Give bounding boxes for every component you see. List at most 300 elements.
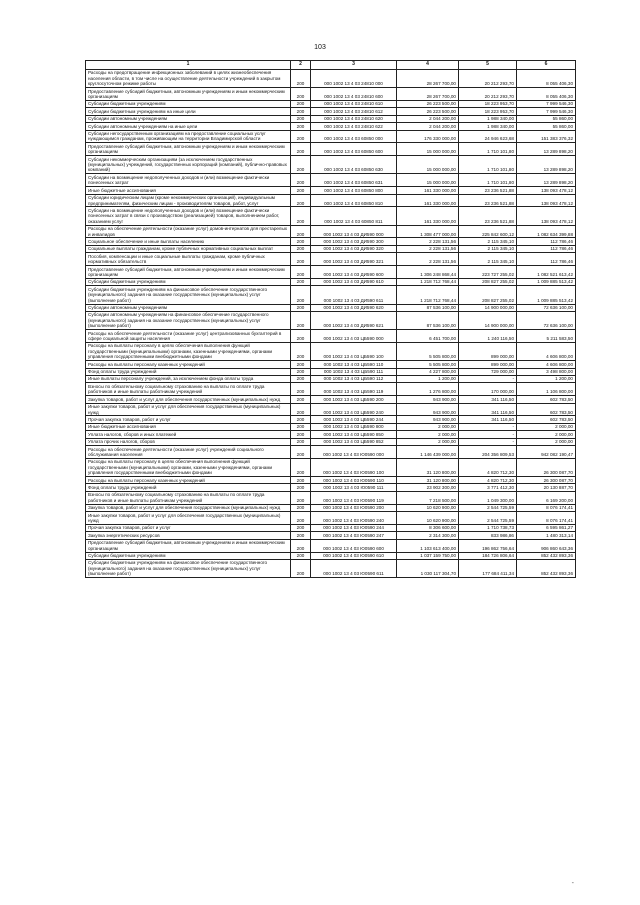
remaining-amount: 942 082 190,47 — [517, 446, 576, 459]
row-code: 200 — [291, 446, 311, 459]
table-row — [86, 311, 576, 329]
row-name: Субсидии автономным учреждениям на иные цели — [86, 123, 291, 130]
executed-amount: 899 000,00 — [459, 342, 517, 360]
row-code: 200 — [291, 375, 311, 382]
row-classification: 000 1002 13 4 03 Ю0590 600 — [311, 539, 397, 552]
table-row — [86, 403, 576, 416]
row-name: Субсидии на возмещение недополученных доходов и (или) возмещение фактически понесенных затрат в связи с производством (реализацией) товаров, выполнением работ, оказанием услуг — [86, 207, 291, 225]
executed-amount: 196 862 756,64 — [459, 539, 517, 552]
row-code: 200 — [291, 484, 311, 491]
column-header: 4 — [397, 61, 459, 70]
executed-amount: 208 827 255,02 — [459, 286, 517, 304]
remaining-amount: 602 783,50 — [517, 403, 576, 416]
approved-amount: 1 037 159 750,00 — [397, 552, 459, 559]
row-name: Субсидии автономным учреждениям на финансовое обеспечение государственного (муниципального) задания на оказание государственных (муниципальных) услуг (выполнение работ) — [86, 311, 291, 329]
row-code: 200 — [291, 187, 311, 194]
column-header: 2 — [291, 61, 311, 70]
executed-amount: 223 727 255,02 — [459, 266, 517, 279]
table-row — [86, 304, 576, 311]
row-code: 200 — [291, 524, 311, 531]
table-row — [86, 446, 576, 459]
approved-amount: 87 536 100,00 — [397, 304, 459, 311]
remaining-amount: 8 055 406,30 — [517, 69, 576, 87]
remaining-amount: 5 211 583,50 — [517, 330, 576, 343]
row-code: 200 — [291, 174, 311, 187]
executed-amount: 23 236 521,88 — [459, 187, 517, 194]
row-name: Расходы на обеспечение деятельности (оказание услуг) учреждений социального обслуживания населения — [86, 446, 291, 459]
approved-amount: 31 120 800,00 — [397, 458, 459, 476]
table-row — [86, 245, 576, 252]
table-row — [86, 438, 576, 445]
executed-amount: 2 115 345,10 — [459, 253, 517, 266]
row-classification: 000 1002 13 4 03 60850 630 — [311, 156, 397, 174]
approved-amount: 1 103 613 400,00 — [397, 539, 459, 552]
table-row — [86, 423, 576, 430]
table-row — [86, 225, 576, 238]
row-name: Иные выплаты персоналу учреждений, за исключением фонда оплаты труда — [86, 375, 291, 382]
row-name: Субсидии бюджетным учреждениям — [86, 100, 291, 107]
remaining-amount: 7 999 546,30 — [517, 108, 576, 115]
row-code: 200 — [291, 123, 311, 130]
executed-amount: 729 000,00 — [459, 368, 517, 375]
row-code: 200 — [291, 361, 311, 368]
approved-amount: 1 030 117 304,70 — [397, 559, 459, 577]
row-code: 200 — [291, 504, 311, 511]
row-name: Субсидии некоммерческим организациям (за исключением государственных (муниципальных) учреждений, государственных корпораций (компаний), публично-правовых компаний) — [86, 156, 291, 174]
remaining-amount: 1 106 800,00 — [517, 383, 576, 396]
row-name: Расходы на выплаты персоналу казенных учреждений — [86, 477, 291, 484]
executed-amount: 341 116,50 — [459, 396, 517, 403]
table-row — [86, 532, 576, 539]
row-name: Расходы на предотвращение инфекционных заболеваний в целях жизнеобеспечения населения области, в том числе на осуществление деятельности учреждений в закрытом круглосуточном режиме работы — [86, 69, 291, 87]
row-name: Закупка товаров, работ и услуг для обеспечения государственных (муниципальных) нужд — [86, 396, 291, 403]
approved-amount: 10 620 900,00 — [397, 512, 459, 525]
remaining-amount: 8 076 174,41 — [517, 504, 576, 511]
executed-amount: 204 356 809,53 — [459, 446, 517, 459]
approved-amount: 943 900,00 — [397, 416, 459, 423]
executed-amount: 14 900 000,00 — [459, 304, 517, 311]
row-classification: 000 1002 13 4 03 ДИ590 000 — [311, 225, 397, 238]
row-name: Субсидии бюджетным учреждениям на финансовое обеспечение государственного (муниципального) задания на оказание государственных (муниципальных) услуг (выполнение работ) — [86, 286, 291, 304]
budget-table — [85, 60, 576, 578]
row-name: Уплата прочих налогов, сборов — [86, 438, 291, 445]
remaining-amount: 1 082 521 613,42 — [517, 266, 576, 279]
page-number: 103 — [314, 44, 326, 51]
row-classification: 000 1002 13 4 03 ЦБ590 111 — [311, 368, 397, 375]
table-row — [86, 416, 576, 423]
executed-amount: 24 946 623,68 — [459, 130, 517, 143]
row-classification: 000 1002 13 4 03 ДИ590 620 — [311, 304, 397, 311]
executed-amount: 1 049 300,00 — [459, 491, 517, 504]
remaining-amount: 3 498 800,00 — [517, 368, 576, 375]
approved-amount: 943 900,00 — [397, 396, 459, 403]
remaining-amount: 55 860,00 — [517, 115, 576, 122]
table-row — [86, 108, 576, 115]
remaining-amount: 1 009 885 513,42 — [517, 278, 576, 285]
row-code: 200 — [291, 286, 311, 304]
executed-amount: 3 771 412,30 — [459, 484, 517, 491]
table-row — [86, 361, 576, 368]
row-name: Фонд оплаты труда учреждений — [86, 484, 291, 491]
remaining-amount: 55 860,00 — [517, 123, 576, 130]
remaining-amount: 13 289 898,20 — [517, 156, 576, 174]
executed-amount: - — [459, 375, 517, 382]
table-row — [86, 123, 576, 130]
row-name: Иные бюджетные ассигнования — [86, 187, 291, 194]
approved-amount: 1 308 477 000,00 — [397, 225, 459, 238]
remaining-amount: 6 595 861,27 — [517, 524, 576, 531]
remaining-amount: 138 093 478,12 — [517, 207, 576, 225]
executed-amount: 1 710 738,73 — [459, 524, 517, 531]
row-code: 200 — [291, 396, 311, 403]
remaining-amount: 8 055 406,30 — [517, 88, 576, 101]
approved-amount: 87 536 100,00 — [397, 311, 459, 329]
approved-amount: 8 306 600,00 — [397, 524, 459, 531]
table-row — [86, 504, 576, 511]
table-row — [86, 552, 576, 559]
row-name: Субсидии автономным учреждениям — [86, 115, 291, 122]
executed-amount: - — [459, 423, 517, 430]
row-code: 200 — [291, 278, 311, 285]
table-row — [86, 174, 576, 187]
row-name: Иные закупки товаров, работ и услуг для обеспечения государственных (муниципальных) нужд — [86, 403, 291, 416]
row-code: 200 — [291, 431, 311, 438]
approved-amount: 176 330 000,00 — [397, 130, 459, 143]
table-row — [86, 194, 576, 207]
remaining-amount: 4 606 800,00 — [517, 342, 576, 360]
row-classification: 000 1002 13 4 03 ЦБ590 110 — [311, 361, 397, 368]
executed-amount: 14 900 000,00 — [459, 311, 517, 329]
executed-amount: 1 710 101,80 — [459, 156, 517, 174]
row-code: 200 — [291, 266, 311, 279]
table-row — [86, 491, 576, 504]
row-code: 200 — [291, 143, 311, 156]
row-classification: 000 1002 13 4 03 Ю0590 247 — [311, 532, 397, 539]
approved-amount: 161 330 000,00 — [397, 187, 459, 194]
remaining-amount: 151 383 376,32 — [517, 130, 576, 143]
executed-amount: 833 986,86 — [459, 532, 517, 539]
approved-amount: 2 228 131,56 — [397, 238, 459, 245]
table-row — [86, 330, 576, 343]
executed-amount: 341 116,50 — [459, 403, 517, 416]
approved-amount: 1 276 800,00 — [397, 383, 459, 396]
row-code: 200 — [291, 115, 311, 122]
executed-amount: 18 223 953,70 — [459, 108, 517, 115]
row-code: 200 — [291, 512, 311, 525]
row-code: 200 — [291, 225, 311, 238]
row-code: 200 — [291, 539, 311, 552]
row-classification: 000 1002 13 4 03 24810 610 — [311, 100, 397, 107]
table-row — [86, 477, 576, 484]
table-row — [86, 253, 576, 266]
row-name: Расходы на обеспечение деятельности (оказание услуг) домов-интернатов для престарелых и инвалидов — [86, 225, 291, 238]
row-classification: 000 1002 13 4 03 24810 612 — [311, 108, 397, 115]
approved-amount: 26 223 500,00 — [397, 108, 459, 115]
row-name: Прочая закупка товаров, работ и услуг — [86, 416, 291, 423]
approved-amount: 2 044 200,00 — [397, 123, 459, 130]
table-row — [86, 69, 576, 87]
remaining-amount: 72 636 100,00 — [517, 304, 576, 311]
row-code: 200 — [291, 207, 311, 225]
table-row — [86, 266, 576, 279]
approved-amount: 10 620 900,00 — [397, 504, 459, 511]
row-code: 200 — [291, 108, 311, 115]
remaining-amount: 26 300 087,70 — [517, 458, 576, 476]
table-row — [86, 115, 576, 122]
table-row — [86, 187, 576, 194]
remaining-amount: 112 786,46 — [517, 253, 576, 266]
row-name: Субсидии негосударственным организациям на предоставление социальных услуг нуждающимся гражданам, проживающим на территории Владимирской области — [86, 130, 291, 143]
executed-amount: 1 710 101,80 — [459, 143, 517, 156]
executed-amount: 20 212 293,70 — [459, 69, 517, 87]
executed-amount: 170 000,00 — [459, 383, 517, 396]
approved-amount: 15 000 000,00 — [397, 174, 459, 187]
row-name: Расходы на обеспечение деятельности (оказание услуг) централизованных бухгалтерий в сфере социальной защиты населения — [86, 330, 291, 343]
row-code: 200 — [291, 245, 311, 252]
row-code: 200 — [291, 156, 311, 174]
row-name: Уплата налогов, сборов и иных платежей — [86, 431, 291, 438]
executed-amount: 1 988 340,00 — [459, 123, 517, 130]
row-code: 200 — [291, 532, 311, 539]
approved-amount: 15 000 000,00 — [397, 156, 459, 174]
table-row — [86, 559, 576, 577]
approved-amount: 4 227 800,00 — [397, 368, 459, 375]
row-classification: 000 1002 13 4 03 Ю0590 200 — [311, 504, 397, 511]
approved-amount: 1 200,00 — [397, 375, 459, 382]
row-name: Расходы на выплаты персоналу в целях обеспечения выполнения функций государственными (муниципальными) органами, казенными учреждениями, органами управления государственными внебюджетными фондами — [86, 342, 291, 360]
row-classification: 000 1002 13 4 03 Ю0590 610 — [311, 552, 397, 559]
executed-amount: 1 988 340,00 — [459, 115, 517, 122]
executed-amount: - — [459, 438, 517, 445]
row-classification: 000 1002 13 4 03 Ю0590 119 — [311, 491, 397, 504]
row-classification: 000 1002 13 4 03 60850 000 — [311, 130, 397, 143]
table-row — [86, 524, 576, 531]
approved-amount: 2 000,00 — [397, 431, 459, 438]
executed-amount: 20 212 293,70 — [459, 88, 517, 101]
row-name: Расходы на выплаты персоналу казенных учреждений — [86, 361, 291, 368]
row-name: Прочая закупка товаров, работ и услуг — [86, 524, 291, 531]
approved-amount: 2 228 131,56 — [397, 253, 459, 266]
row-classification: 000 1002 13 4 03 24810 622 — [311, 123, 397, 130]
column-header: 1 — [86, 61, 291, 70]
executed-amount: 18 223 953,70 — [459, 100, 517, 107]
row-classification: 000 1002 13 4 03 ДИ590 611 — [311, 286, 397, 304]
remaining-amount: 72 636 100,00 — [517, 311, 576, 329]
table-row — [86, 100, 576, 107]
table-row — [86, 342, 576, 360]
remaining-amount: 112 786,46 — [517, 238, 576, 245]
row-code: 200 — [291, 458, 311, 476]
column-header: 5 — [459, 61, 517, 70]
row-code: 200 — [291, 477, 311, 484]
row-code: 200 — [291, 552, 311, 559]
approved-amount: 6 451 700,00 — [397, 330, 459, 343]
row-classification: 000 1002 13 4 03 ЦБ590 800 — [311, 423, 397, 430]
approved-amount: 161 330 000,00 — [397, 194, 459, 207]
table-row — [86, 88, 576, 101]
row-classification: 000 1002 13 4 03 Ю0590 240 — [311, 512, 397, 525]
approved-amount: 1 306 248 868,44 — [397, 266, 459, 279]
approved-amount: 2 000,00 — [397, 438, 459, 445]
row-name: Закупка энергетических ресурсов — [86, 532, 291, 539]
row-classification: 000 1002 13 4 03 24810 620 — [311, 115, 397, 122]
approved-amount: 2 044 200,00 — [397, 115, 459, 122]
row-name: Социальные выплаты гражданам, кроме публичных нормативных социальных выплат — [86, 245, 291, 252]
remaining-amount: 112 786,46 — [517, 245, 576, 252]
remaining-amount: 602 783,50 — [517, 396, 576, 403]
executed-amount: 341 116,50 — [459, 416, 517, 423]
executed-amount: 184 726 806,64 — [459, 552, 517, 559]
row-classification: 000 1002 13 4 03 ДИ590 610 — [311, 278, 397, 285]
row-code: 200 — [291, 423, 311, 430]
row-classification: 000 1002 13 4 03 Ю0590 611 — [311, 559, 397, 577]
row-classification: 000 1002 13 4 03 Ю0590 100 — [311, 458, 397, 476]
executed-amount: 208 827 255,02 — [459, 278, 517, 285]
row-name: Закупка товаров, работ и услуг для обеспечения государственных (муниципальных) нужд — [86, 504, 291, 511]
row-code: 200 — [291, 438, 311, 445]
row-name: Субсидии бюджетным учреждениям на финансовое обеспечение государственного (муниципального) задания на оказание государственных (муниципальных) услуг (выполнение работ) — [86, 559, 291, 577]
executed-amount: 899 000,00 — [459, 361, 517, 368]
row-classification: 000 1002 13 4 03 ДИ590 600 — [311, 266, 397, 279]
row-classification: 000 1002 13 4 03 ЦБ590 119 — [311, 383, 397, 396]
row-code: 200 — [291, 130, 311, 143]
row-name: Взносы по обязательному социальному страхованию на выплаты по оплате труда работников и иные выплаты работникам учреждений — [86, 491, 291, 504]
approved-amount: 1 218 712 768,44 — [397, 278, 459, 285]
row-name: Пособия, компенсации и иные социальные выплаты гражданам, кроме публичных нормативных обязательств — [86, 253, 291, 266]
row-name: Взносы по обязательному социальному страхованию на выплаты по оплате труда работников и иные выплаты работникам учреждений — [86, 383, 291, 396]
remaining-amount: 6 169 200,00 — [517, 491, 576, 504]
row-code: 200 — [291, 559, 311, 577]
executed-amount: 2 115 345,10 — [459, 245, 517, 252]
row-classification: 000 1002 13 4 03 Ю0590 110 — [311, 477, 397, 484]
row-classification: 000 1002 13 4 03 ЦБ590 000 — [311, 330, 397, 343]
row-code: 200 — [291, 253, 311, 266]
scan-mark: - — [571, 880, 574, 887]
approved-amount: 23 902 300,00 — [397, 484, 459, 491]
table-row — [86, 375, 576, 382]
table-row — [86, 396, 576, 403]
remaining-amount: 1 480 313,14 — [517, 532, 576, 539]
executed-amount: 4 820 712,30 — [459, 458, 517, 476]
approved-amount: 5 505 800,00 — [397, 361, 459, 368]
executed-amount: 23 236 521,88 — [459, 207, 517, 225]
remaining-amount: 1 200,00 — [517, 375, 576, 382]
row-name: Иные бюджетные ассигнования — [86, 423, 291, 430]
table-row — [86, 278, 576, 285]
row-classification: 000 1002 13 4 03 ЦБ590 200 — [311, 396, 397, 403]
row-classification: 000 1002 13 4 03 60850 811 — [311, 207, 397, 225]
approved-amount: 15 000 000,00 — [397, 143, 459, 156]
remaining-amount: 852 432 893,36 — [517, 552, 576, 559]
row-name: Предоставление субсидий бюджетным, автономным учреждениям и иным некоммерческим организациям — [86, 88, 291, 101]
remaining-amount: 1 009 885 513,42 — [517, 286, 576, 304]
approved-amount: 161 330 000,00 — [397, 207, 459, 225]
approved-amount: 28 267 700,00 — [397, 69, 459, 87]
table-row — [86, 383, 576, 396]
row-name: Субсидии бюджетным учреждениям — [86, 278, 291, 285]
row-name: Социальное обеспечение и иные выплаты населению — [86, 238, 291, 245]
remaining-amount: 602 783,50 — [517, 416, 576, 423]
row-classification: 000 1002 13 4 03 ДИ590 320 — [311, 245, 397, 252]
remaining-amount: 2 000,00 — [517, 423, 576, 430]
row-classification: 000 1002 13 4 03 ДИ590 621 — [311, 311, 397, 329]
row-code: 200 — [291, 238, 311, 245]
remaining-amount: 26 300 087,70 — [517, 477, 576, 484]
row-classification: 000 1002 13 4 03 ДИ590 321 — [311, 253, 397, 266]
remaining-amount: 20 130 887,70 — [517, 484, 576, 491]
table-row — [86, 238, 576, 245]
executed-amount: 2 544 725,59 — [459, 512, 517, 525]
row-classification: 000 1002 13 4 03 Ю0590 000 — [311, 446, 397, 459]
executed-amount: 23 236 521,88 — [459, 194, 517, 207]
row-classification: 000 1002 13 4 03 ЦБ590 100 — [311, 342, 397, 360]
table-row — [86, 143, 576, 156]
row-classification: 000 1002 13 4 03 ДИ590 300 — [311, 238, 397, 245]
row-classification: 000 1002 13 4 03 24810 600 — [311, 88, 397, 101]
row-code: 200 — [291, 69, 311, 87]
remaining-amount: 13 289 898,20 — [517, 143, 576, 156]
remaining-amount: 1 082 634 399,88 — [517, 225, 576, 238]
table-row — [86, 156, 576, 174]
row-code: 200 — [291, 330, 311, 343]
approved-amount: 1 218 712 768,44 — [397, 286, 459, 304]
row-code: 200 — [291, 403, 311, 416]
remaining-amount: 7 999 546,30 — [517, 100, 576, 107]
row-name: Фонд оплаты труда учреждений — [86, 368, 291, 375]
remaining-amount: 13 289 898,20 — [517, 174, 576, 187]
row-code: 200 — [291, 100, 311, 107]
executed-amount: 4 820 712,30 — [459, 477, 517, 484]
row-code: 200 — [291, 383, 311, 396]
table-row — [86, 368, 576, 375]
row-name: Расходы на выплаты персоналу в целях обеспечения выполнения функций государственными (муниципальными) органами, казенными учреждениями, органами управления государственными внебюджетными фондами — [86, 458, 291, 476]
row-classification: 000 1002 13 4 03 60850 631 — [311, 174, 397, 187]
approved-amount: 5 505 800,00 — [397, 342, 459, 360]
executed-amount: 2 115 345,10 — [459, 238, 517, 245]
row-code: 200 — [291, 88, 311, 101]
row-name: Субсидии бюджетным учреждениям — [86, 552, 291, 559]
row-classification: 000 1002 13 4 03 60850 810 — [311, 194, 397, 207]
table-row — [86, 207, 576, 225]
executed-amount: 177 684 411,34 — [459, 559, 517, 577]
row-name: Субсидии бюджетным учреждениям на иные цели — [86, 108, 291, 115]
row-code: 200 — [291, 368, 311, 375]
row-code: 200 — [291, 194, 311, 207]
approved-amount: 28 267 700,00 — [397, 88, 459, 101]
row-classification: 000 1002 13 4 03 Ю0590 244 — [311, 524, 397, 531]
row-classification: 000 1002 13 4 03 ЦБ590 240 — [311, 403, 397, 416]
approved-amount: 943 900,00 — [397, 403, 459, 416]
executed-amount: 2 544 725,59 — [459, 504, 517, 511]
remaining-amount: 4 606 800,00 — [517, 361, 576, 368]
row-classification: 000 1002 13 4 03 Ю0590 111 — [311, 484, 397, 491]
approved-amount: 26 223 500,00 — [397, 100, 459, 107]
remaining-amount: 138 093 478,12 — [517, 187, 576, 194]
row-name: Субсидии на возмещение недополученных доходов и (или) возмещение фактически понесенных затрат — [86, 174, 291, 187]
table-row — [86, 458, 576, 476]
row-code: 200 — [291, 311, 311, 329]
row-code: 200 — [291, 304, 311, 311]
executed-amount: 225 842 600,12 — [459, 225, 517, 238]
header-row — [86, 61, 576, 70]
table-row — [86, 484, 576, 491]
row-code: 200 — [291, 416, 311, 423]
row-code: 200 — [291, 491, 311, 504]
row-name: Предоставление субсидий бюджетным, автономным учреждениям и иным некоммерческим организациям — [86, 539, 291, 552]
row-name: Предоставление субсидий бюджетным, автономным учреждениям и иным некоммерческим организациям — [86, 266, 291, 279]
table-row — [86, 539, 576, 552]
approved-amount: 7 218 500,00 — [397, 491, 459, 504]
